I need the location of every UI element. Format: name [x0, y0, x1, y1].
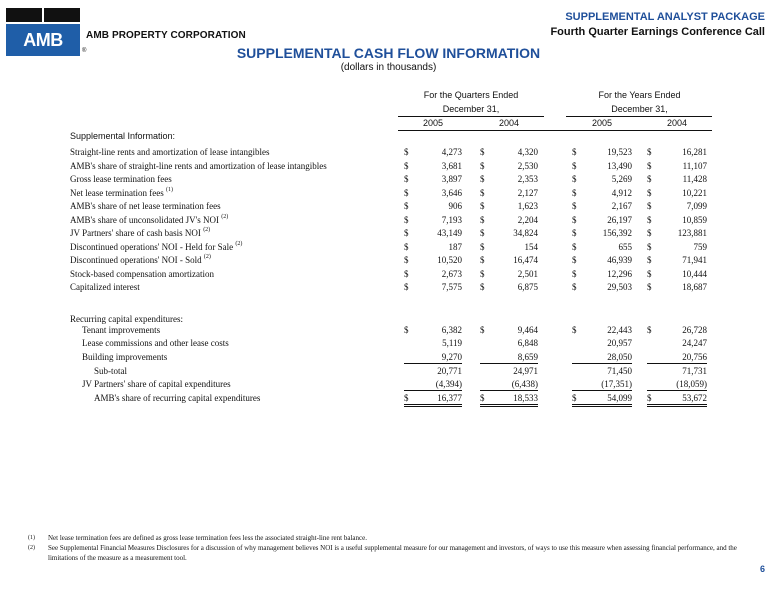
col-2005-y: 2005: [591, 118, 613, 128]
section1-row: [0, 173, 777, 185]
value-cell: [647, 365, 707, 377]
value-cell: [404, 227, 462, 239]
value: 10,221: [682, 187, 707, 198]
section2-row: [0, 337, 777, 349]
value: 4,320: [517, 147, 538, 157]
quarters-header-line1: For the Quarters Ended: [423, 90, 519, 100]
value: 10,520: [437, 255, 462, 265]
value-cell: [647, 200, 707, 212]
value: 20,771: [437, 366, 462, 376]
section2-row: [0, 365, 777, 377]
section1-row-label-text: AMB's share of straight-line rents and amortization of lease intangibles: [70, 160, 327, 171]
value: 9,270: [441, 352, 462, 362]
value-cell: [480, 324, 538, 336]
value: 5,119: [442, 338, 462, 348]
value: 7,575: [441, 282, 462, 292]
value-cell: [480, 268, 538, 280]
dollar-sign: $: [480, 393, 485, 403]
section2-row: [0, 392, 777, 404]
value-cell: [480, 351, 538, 364]
dollar-sign: $: [647, 268, 652, 279]
dollar-sign: $: [647, 147, 652, 157]
value-cell: [647, 378, 707, 391]
value: 29,503: [607, 282, 632, 292]
footnote-1-mark: (1): [28, 535, 35, 541]
value-cell: [480, 241, 538, 253]
dollar-sign: $: [572, 147, 577, 157]
dollar-sign: $: [404, 214, 409, 225]
dollar-sign: $: [647, 228, 652, 238]
value-cell: [404, 254, 462, 266]
value: 2,530: [517, 160, 538, 171]
section1-row: [0, 281, 777, 293]
section1-row-label: [70, 254, 211, 266]
footnotes: [28, 533, 748, 563]
value-cell: [572, 200, 632, 212]
value-cell: [480, 173, 538, 185]
value: 16,474: [513, 255, 538, 265]
section1-row: [0, 200, 777, 212]
value: 4,273: [441, 147, 462, 157]
value: (6,438): [511, 379, 538, 389]
value: 19,523: [607, 147, 632, 157]
section2-row-label-text: AMB's share of recurring capital expenditures: [94, 393, 261, 403]
logo-block-left: [6, 8, 42, 22]
value: 1,623: [517, 201, 538, 211]
section1-row-label: [70, 227, 210, 239]
section1-row: [0, 254, 777, 266]
dollar-sign: $: [572, 325, 577, 335]
value-cell: [572, 337, 632, 349]
footnote-2-text: See Supplemental Financial Measures Disclosures for a discussion of why management believes NOI is a useful supplemental measure for our management and investors, of ways to use this measure when assessing financial performance, and the limitations of the measure as a measurement tool.: [48, 544, 737, 562]
section1-row-label: [70, 160, 327, 172]
section1-row: [0, 187, 777, 199]
dollar-sign: $: [404, 241, 409, 252]
value: 6,875: [517, 282, 538, 292]
package-subtitle: Fourth Quarter Earnings Conference Call: [550, 26, 765, 38]
dollar-sign: $: [572, 268, 577, 279]
value-cell: [647, 324, 707, 336]
section2-row: [0, 324, 777, 336]
section1-row-footnote-ref: (1): [165, 186, 173, 193]
value: 8,659: [517, 352, 538, 362]
value-cell: [480, 214, 538, 226]
value: 7,193: [441, 214, 462, 225]
section1-row-footnote-ref: (2): [221, 213, 229, 220]
section1-row-label: [70, 173, 172, 185]
dollar-sign: $: [404, 255, 409, 265]
section1-row-label-text: AMB's share of unconsolidated JV's NOI: [70, 214, 219, 225]
dollar-sign: $: [572, 282, 577, 292]
section2-row-label: [94, 365, 127, 377]
value-cell: [404, 378, 462, 391]
dollar-sign: $: [480, 228, 485, 238]
value: 71,731: [682, 366, 707, 376]
value-cell: [480, 281, 538, 293]
value-cell: [404, 337, 462, 349]
value-cell: [572, 173, 632, 185]
value-cell: [480, 378, 538, 391]
value-cell: [572, 146, 632, 158]
value-cell: [647, 214, 707, 226]
page-title: SUPPLEMENTAL CASH FLOW INFORMATION: [236, 45, 541, 61]
quarters-header-line2: December 31,: [442, 104, 500, 114]
years-header-rule: [566, 116, 712, 117]
section2-row-label: [82, 337, 229, 349]
dollar-sign: $: [572, 393, 577, 403]
value: 11,428: [682, 174, 707, 184]
dollar-sign: $: [480, 187, 485, 198]
value: 123,881: [677, 228, 707, 238]
years-header-line1: For the Years Ended: [598, 90, 681, 100]
section2-row-label-text: Lease commissions and other lease costs: [82, 338, 229, 348]
dollar-sign: $: [404, 160, 409, 171]
dollar-sign: $: [480, 282, 485, 292]
dollar-sign: $: [480, 174, 485, 184]
value-cell: [404, 214, 462, 226]
value: 18,533: [513, 393, 538, 403]
value: 20,957: [607, 338, 632, 348]
value: 2,167: [611, 201, 632, 211]
value: 26,197: [607, 214, 632, 225]
value-cell: [480, 200, 538, 212]
dollar-sign: $: [404, 228, 409, 238]
value: 6,848: [517, 338, 538, 348]
dollar-sign: $: [572, 255, 577, 265]
logo-block-right: [44, 8, 80, 22]
dollar-sign: $: [647, 255, 652, 265]
value-cell: [647, 160, 707, 172]
value: (4,394): [435, 379, 462, 389]
value-cell: [572, 324, 632, 336]
value: 24,247: [682, 338, 707, 348]
value-cell: [480, 160, 538, 172]
dollar-sign: $: [404, 282, 409, 292]
value: 43,149: [437, 228, 462, 238]
value: 71,450: [607, 366, 632, 376]
dollar-sign: $: [647, 325, 652, 335]
dollar-sign: $: [647, 282, 652, 292]
dollar-sign: $: [480, 325, 485, 335]
value-cell: [404, 365, 462, 377]
value: 46,939: [607, 255, 632, 265]
value-cell: [404, 351, 462, 364]
value-cell: [404, 392, 462, 407]
section1-row: [0, 241, 777, 253]
value-cell: [647, 227, 707, 239]
value-cell: [647, 146, 707, 158]
dollar-sign: $: [572, 214, 577, 225]
value: 2,353: [517, 174, 538, 184]
section1-row-footnote-ref: (2): [203, 254, 211, 260]
value-cell: [404, 173, 462, 185]
value-cell: [572, 227, 632, 239]
col-2004-y: 2004: [666, 118, 688, 128]
value-cell: [647, 254, 707, 266]
section2-row-label: [82, 351, 167, 363]
value: 54,099: [607, 393, 632, 403]
value: 10,444: [682, 268, 707, 279]
value: 2,204: [517, 214, 538, 225]
value: 12,296: [607, 268, 632, 279]
dollar-sign: $: [572, 241, 577, 252]
value-cell: [647, 173, 707, 185]
company-name: AMB PROPERTY CORPORATION: [86, 30, 246, 41]
value-cell: [404, 187, 462, 199]
dollar-sign: $: [572, 228, 577, 238]
section1-row-label-text: Straight-line rents and amortization of lease intangibles: [70, 147, 270, 157]
value: 28,050: [607, 352, 632, 362]
dollar-sign: $: [404, 174, 409, 184]
value-cell: [572, 392, 632, 407]
value-cell: [572, 378, 632, 391]
section1-row-label-text: Discontinued operations' NOI - Sold: [70, 255, 202, 265]
value: 71,941: [682, 255, 707, 265]
dollar-sign: $: [647, 241, 652, 252]
dollar-sign: $: [572, 201, 577, 211]
section1-row: [0, 268, 777, 280]
value-cell: [647, 268, 707, 280]
value: 3,646: [441, 187, 462, 198]
value: 13,490: [607, 160, 632, 171]
section2-row-label: [82, 324, 160, 336]
section1-row-footnote-ref: (2): [235, 240, 243, 247]
logo-text: AMB: [6, 24, 80, 56]
value-cell: [480, 187, 538, 199]
footnote-2-mark: (2): [28, 545, 35, 551]
dollar-sign: $: [404, 393, 409, 403]
value-cell: [404, 241, 462, 253]
value-cell: [572, 268, 632, 280]
section1-row-label: [70, 268, 214, 280]
value-cell: [572, 241, 632, 253]
section1-row: [0, 227, 777, 239]
col-2005-q: 2005: [422, 118, 444, 128]
value-cell: [647, 392, 707, 407]
value-cell: [404, 268, 462, 280]
value: 5,269: [611, 174, 632, 184]
section2-row: [0, 378, 777, 390]
value-cell: [572, 160, 632, 172]
value: 22,443: [607, 325, 632, 335]
value: 2,127: [517, 187, 538, 198]
value-cell: [647, 337, 707, 349]
section1-row-label-text: Gross lease termination fees: [70, 174, 172, 184]
section2-row-label-text: Tenant improvements: [82, 325, 161, 335]
value: 3,681: [441, 160, 462, 171]
value: 10,859: [682, 214, 707, 225]
section2-row-label: [82, 378, 231, 390]
section2-row-label-text: Sub-total: [94, 366, 127, 376]
section1-row-label-text: Discontinued operations' NOI - Held for Sale: [70, 241, 234, 252]
value-cell: [647, 351, 707, 364]
dollar-sign: $: [572, 174, 577, 184]
value: 11,107: [682, 160, 707, 171]
value-cell: [572, 187, 632, 199]
dollar-sign: $: [647, 201, 652, 211]
section1-row: [0, 146, 777, 158]
section1-title-label: [70, 130, 175, 142]
value-cell: [647, 241, 707, 253]
value: 187: [448, 241, 462, 252]
section1-row-label-text: AMB's share of net lease termination fees: [70, 201, 221, 211]
value-cell: [572, 351, 632, 364]
value: 759: [693, 241, 707, 252]
dollar-sign: $: [480, 201, 485, 211]
logo-registered-mark: ®: [82, 48, 87, 54]
value: 16,377: [437, 393, 462, 403]
section1-row-label: [70, 281, 140, 293]
value-cell: [572, 214, 632, 226]
section1-row-footnote-ref: (2): [203, 227, 211, 233]
value: (18,059): [676, 379, 707, 389]
value: 26,728: [682, 325, 707, 335]
section1-row-label: [70, 187, 173, 199]
dollar-sign: $: [647, 393, 652, 403]
value-cell: [404, 160, 462, 172]
section1-title-label-text: Supplemental Information:: [70, 131, 176, 141]
value: 154: [524, 241, 538, 252]
value-cell: [404, 281, 462, 293]
dollar-sign: $: [480, 147, 485, 157]
dollar-sign: $: [647, 160, 652, 171]
dollar-sign: $: [404, 147, 409, 157]
section2-row-label-text: JV Partners' share of capital expenditures: [82, 379, 231, 389]
value-cell: [572, 281, 632, 293]
section2-row-label-text: Building improvements: [82, 352, 168, 362]
dollar-sign: $: [480, 255, 485, 265]
dollar-sign: $: [572, 187, 577, 198]
dollar-sign: $: [404, 201, 409, 211]
value: 3,897: [441, 174, 462, 184]
section1-row-label-text: JV Partners' share of cash basis NOI: [70, 228, 201, 238]
value: 9,464: [517, 325, 538, 335]
value-cell: [480, 337, 538, 349]
dollar-sign: $: [647, 214, 652, 225]
value: 18,687: [682, 282, 707, 292]
section1-row-label-text: Net lease termination fees: [70, 187, 164, 198]
section2-row-label: [94, 392, 260, 404]
value: 906: [448, 201, 462, 211]
dollar-sign: $: [572, 160, 577, 171]
value-cell: [480, 146, 538, 158]
dollar-sign: $: [480, 214, 485, 225]
dollar-sign: $: [404, 187, 409, 198]
section1-row-label: [70, 214, 228, 226]
section1-row-label: [70, 241, 242, 253]
section2-title-label-text: Recurring capital expenditures:: [70, 314, 183, 324]
dollar-sign: $: [480, 160, 485, 171]
value: 20,756: [682, 352, 707, 362]
footnote-1-text: Net lease termination fees are defined as gross lease termination fees less the associated straight-line rent balance.: [48, 534, 367, 542]
col-2004-q: 2004: [498, 118, 520, 128]
page-subtitle: (dollars in thousands): [340, 62, 437, 73]
value-cell: [404, 324, 462, 336]
value-cell: [480, 227, 538, 239]
section2-row: [0, 351, 777, 363]
value: 4,912: [611, 187, 632, 198]
footnote-1: [28, 533, 748, 543]
value: (17,351): [601, 379, 632, 389]
value-cell: [647, 187, 707, 199]
value: 34,824: [513, 228, 538, 238]
dollar-sign: $: [404, 268, 409, 279]
value-cell: [404, 200, 462, 212]
value-cell: [480, 392, 538, 407]
value: 2,673: [441, 268, 462, 279]
value: 2,501: [517, 268, 538, 279]
value: 16,281: [682, 147, 707, 157]
value: 655: [618, 241, 632, 252]
section1-row: [0, 214, 777, 226]
section1-row: [0, 160, 777, 172]
value-cell: [480, 254, 538, 266]
footnote-2: [28, 543, 748, 563]
dollar-sign: $: [480, 268, 485, 279]
value-cell: [572, 254, 632, 266]
value-cell: [404, 146, 462, 158]
dollar-sign: $: [647, 187, 652, 198]
page-number: 6: [759, 564, 765, 574]
value: 156,392: [602, 228, 632, 238]
value-cell: [647, 281, 707, 293]
value: 6,382: [441, 325, 462, 335]
value-cell: [480, 365, 538, 377]
dollar-sign: $: [480, 241, 485, 252]
value: 7,099: [686, 201, 707, 211]
value: 53,672: [682, 393, 707, 403]
dollar-sign: $: [647, 174, 652, 184]
section1-row-label-text: Stock-based compensation amortization: [70, 268, 214, 279]
package-title: SUPPLEMENTAL ANALYST PACKAGE: [565, 11, 765, 23]
quarters-header-rule: [398, 116, 544, 117]
section1-title: [0, 130, 777, 142]
value-cell: [572, 365, 632, 377]
section1-row-label-text: Capitalized interest: [70, 282, 140, 292]
section1-row-label: [70, 146, 269, 158]
dollar-sign: $: [404, 325, 409, 335]
section1-row-label: [70, 200, 221, 212]
value: 24,971: [513, 366, 538, 376]
years-header-line2: December 31,: [611, 104, 668, 114]
